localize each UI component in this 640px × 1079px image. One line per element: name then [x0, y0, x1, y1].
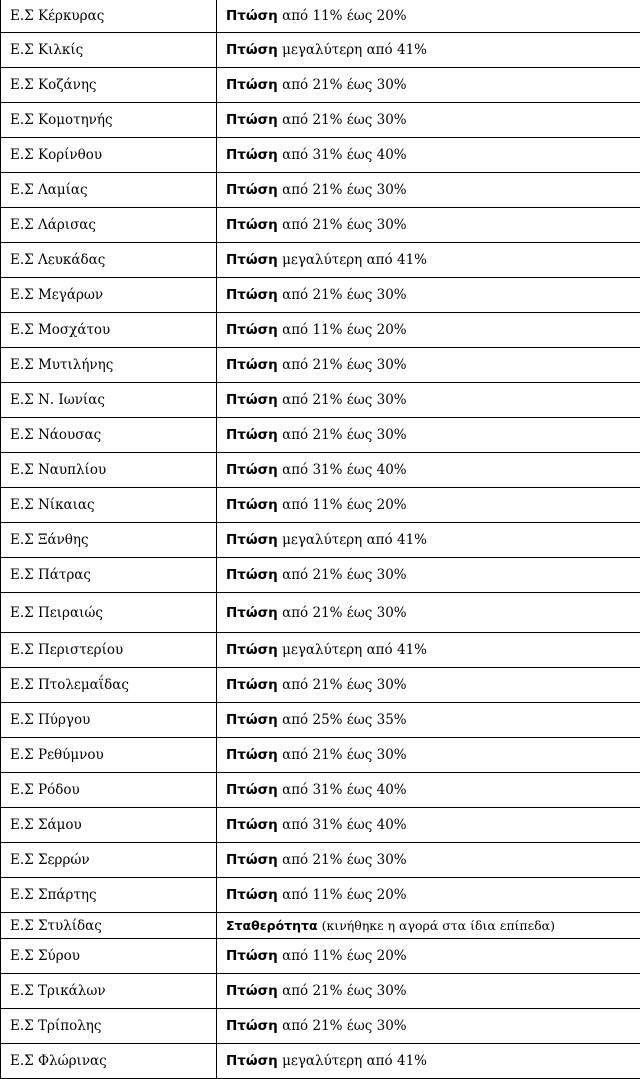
office-name: Ε.Σ Κορίνθου	[1, 138, 217, 173]
table-row	[1, 0, 640, 33]
table-row	[1, 843, 640, 878]
status-cell	[217, 668, 640, 703]
status-cell	[217, 0, 640, 33]
status-keyword: Πτώση	[226, 852, 278, 868]
office-name: Ε.Σ Ρόδου	[1, 773, 217, 808]
office-name: Ε.Σ Ξάνθης	[1, 523, 217, 558]
table-row	[1, 243, 640, 278]
status-cell	[217, 453, 640, 488]
office-name: Ε.Σ Σάμου	[1, 808, 217, 843]
table-row	[1, 383, 640, 418]
status-cell	[217, 1009, 640, 1044]
table-row	[1, 418, 640, 453]
status-detail: από 21% έως 30%	[278, 357, 407, 373]
status-keyword: Πτώση	[226, 567, 278, 583]
status-detail: από 21% έως 30%	[278, 747, 407, 763]
status-detail: (κινήθηκε η αγορά στα ίδια επίπεδα)	[318, 918, 555, 933]
status-cell	[217, 138, 640, 173]
office-name: Ε.Σ Πάτρας	[1, 558, 217, 593]
status-cell	[217, 33, 640, 68]
status-detail: από 21% έως 30%	[278, 567, 407, 583]
status-cell	[217, 878, 640, 913]
status-cell	[217, 633, 640, 668]
status-keyword: Πτώση	[226, 677, 278, 693]
office-name: Ε.Σ Κομοτηνής	[1, 103, 217, 138]
office-name: Ε.Σ Λαμίας	[1, 173, 217, 208]
table-row	[1, 453, 640, 488]
table-row	[1, 633, 640, 668]
office-name: Ε.Σ Σπάρτης	[1, 878, 217, 913]
status-keyword: Πτώση	[226, 817, 278, 833]
status-keyword: Πτώση	[226, 322, 278, 338]
status-keyword: Πτώση	[226, 532, 278, 548]
status-keyword: Πτώση	[226, 887, 278, 903]
status-cell	[217, 173, 640, 208]
status-cell	[217, 208, 640, 243]
table-row	[1, 313, 640, 348]
office-name: Ε.Σ Φλώρινας	[1, 1044, 217, 1079]
office-name: Ε.Σ Σερρών	[1, 843, 217, 878]
table-row	[1, 33, 640, 68]
status-cell	[217, 773, 640, 808]
office-name: Ε.Σ Τρίπολης	[1, 1009, 217, 1044]
status-detail: από 11% έως 20%	[278, 322, 407, 338]
status-cell	[217, 974, 640, 1009]
table-row	[1, 103, 640, 138]
status-keyword: Πτώση	[226, 782, 278, 798]
table-row	[1, 1009, 640, 1044]
table-row	[1, 703, 640, 738]
status-keyword: Πτώση	[226, 605, 278, 621]
office-name: Ε.Σ Ν. Ιωνίας	[1, 383, 217, 418]
status-detail: από 21% έως 30%	[278, 217, 407, 233]
status-detail: από 31% έως 40%	[278, 462, 407, 478]
status-keyword: Πτώση	[226, 287, 278, 303]
status-detail: από 11% έως 20%	[278, 8, 407, 24]
status-keyword: Πτώση	[226, 497, 278, 513]
status-cell	[217, 939, 640, 974]
table-row	[1, 208, 640, 243]
table-row	[1, 878, 640, 913]
status-detail: από 21% έως 30%	[278, 605, 407, 621]
status-keyword: Πτώση	[226, 112, 278, 128]
status-detail: από 31% έως 40%	[278, 817, 407, 833]
status-detail: μεγαλύτερη από 41%	[278, 252, 427, 268]
status-cell	[217, 738, 640, 773]
status-keyword: Πτώση	[226, 427, 278, 443]
office-name: Ε.Σ Πύργου	[1, 703, 217, 738]
status-cell	[217, 278, 640, 313]
status-cell	[217, 523, 640, 558]
status-keyword: Πτώση	[226, 462, 278, 478]
table-row	[1, 138, 640, 173]
status-cell	[217, 348, 640, 383]
status-cell	[217, 313, 640, 348]
office-name: Ε.Σ Νίκαιας	[1, 488, 217, 523]
status-detail: από 25% έως 35%	[278, 712, 407, 728]
status-detail: από 21% έως 30%	[278, 182, 407, 198]
status-cell	[217, 808, 640, 843]
office-name: Ε.Σ Ρεθύμνου	[1, 738, 217, 773]
table-row	[1, 773, 640, 808]
office-name: Ε.Σ Πειραιώς	[1, 593, 217, 633]
status-detail: από 21% έως 30%	[278, 983, 407, 999]
status-cell	[217, 843, 640, 878]
status-detail: από 21% έως 30%	[278, 1018, 407, 1034]
status-detail: από 21% έως 30%	[278, 677, 407, 693]
status-detail: από 11% έως 20%	[278, 948, 407, 964]
office-name: Ε.Σ Ναυπλίου	[1, 453, 217, 488]
status-keyword: Πτώση	[226, 42, 278, 58]
office-name: Ε.Σ Μοσχάτου	[1, 313, 217, 348]
status-cell	[217, 913, 640, 939]
status-cell	[217, 488, 640, 523]
table-row	[1, 558, 640, 593]
table-row	[1, 523, 640, 558]
table-row	[1, 913, 640, 939]
table-row	[1, 939, 640, 974]
office-name: Ε.Σ Μεγάρων	[1, 278, 217, 313]
status-keyword: Σταθερότητα	[226, 918, 318, 933]
status-cell	[217, 1044, 640, 1079]
status-cell	[217, 558, 640, 593]
status-keyword: Πτώση	[226, 182, 278, 198]
office-name: Ε.Σ Πτολεμαΐδας	[1, 668, 217, 703]
table-row	[1, 488, 640, 523]
status-cell	[217, 418, 640, 453]
status-detail: από 21% έως 30%	[278, 427, 407, 443]
status-detail: από 21% έως 30%	[278, 852, 407, 868]
status-keyword: Πτώση	[226, 357, 278, 373]
status-detail: μεγαλύτερη από 41%	[278, 642, 427, 658]
table-row	[1, 348, 640, 383]
table-row	[1, 278, 640, 313]
status-cell	[217, 103, 640, 138]
office-name: Ε.Σ Λευκάδας	[1, 243, 217, 278]
status-keyword: Πτώση	[226, 642, 278, 658]
office-name: Ε.Σ Λάρισας	[1, 208, 217, 243]
office-name: Ε.Σ Κοζάνης	[1, 68, 217, 103]
status-keyword: Πτώση	[226, 8, 278, 24]
status-cell	[217, 593, 640, 633]
status-cell	[217, 703, 640, 738]
status-keyword: Πτώση	[226, 1053, 278, 1069]
status-cell	[217, 243, 640, 278]
status-detail: μεγαλύτερη από 41%	[278, 42, 427, 58]
office-name: Ε.Σ Περιστερίου	[1, 633, 217, 668]
status-keyword: Πτώση	[226, 77, 278, 93]
status-detail: μεγαλύτερη από 41%	[278, 532, 427, 548]
office-name: Ε.Σ Στυλίδας	[1, 913, 217, 939]
table-row	[1, 1044, 640, 1079]
status-detail: από 21% έως 30%	[278, 392, 407, 408]
status-keyword: Πτώση	[226, 948, 278, 964]
table-row	[1, 668, 640, 703]
table-row	[1, 974, 640, 1009]
status-detail: από 31% έως 40%	[278, 147, 407, 163]
status-keyword: Πτώση	[226, 252, 278, 268]
status-cell	[217, 383, 640, 418]
table-row	[1, 808, 640, 843]
status-keyword: Πτώση	[226, 983, 278, 999]
status-keyword: Πτώση	[226, 392, 278, 408]
status-keyword: Πτώση	[226, 712, 278, 728]
status-detail: από 21% έως 30%	[278, 287, 407, 303]
status-detail: από 11% έως 20%	[278, 887, 407, 903]
office-name: Ε.Σ Κιλκίς	[1, 33, 217, 68]
table-row	[1, 738, 640, 773]
status-keyword: Πτώση	[226, 217, 278, 233]
office-name: Ε.Σ Κέρκυρας	[1, 0, 217, 33]
status-cell	[217, 68, 640, 103]
status-keyword: Πτώση	[226, 747, 278, 763]
status-detail: από 31% έως 40%	[278, 782, 407, 798]
status-keyword: Πτώση	[226, 1018, 278, 1034]
table-row	[1, 173, 640, 208]
office-name: Ε.Σ Νάουσας	[1, 418, 217, 453]
status-detail: από 21% έως 30%	[278, 112, 407, 128]
status-detail: μεγαλύτερη από 41%	[278, 1053, 427, 1069]
table-row	[1, 68, 640, 103]
status-keyword: Πτώση	[226, 147, 278, 163]
table-row	[1, 593, 640, 633]
office-name: Ε.Σ Τρικάλων	[1, 974, 217, 1009]
office-name: Ε.Σ Μυτιλήνης	[1, 348, 217, 383]
office-name: Ε.Σ Σύρου	[1, 939, 217, 974]
status-detail: από 11% έως 20%	[278, 497, 407, 513]
status-detail: από 21% έως 30%	[278, 77, 407, 93]
results-table-body	[1, 0, 640, 1079]
